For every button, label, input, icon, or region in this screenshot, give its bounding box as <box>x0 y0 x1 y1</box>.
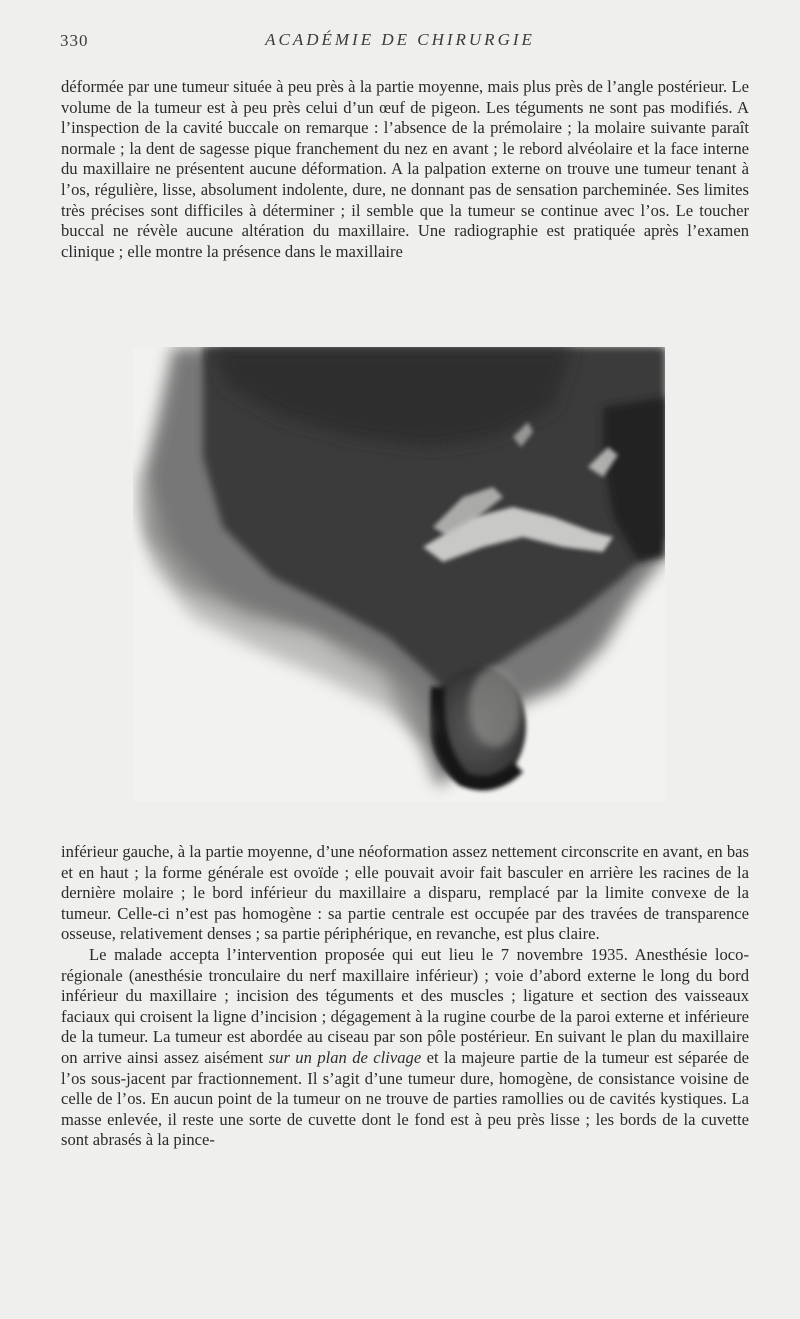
radiograph-image <box>133 347 665 802</box>
paragraph-intervention-start: Le malade accepta l’intervention proposée qui eut lieu le 7 novembre 1935. Anesthésie loco-régionale (anesthésie tronculaire du nerf maxillaire inférieur) ; voie d’abord externe le long du bord inférieur du maxillaire ; incision des téguments et des muscles ; ligature et section des vaisseaux faciaux qui croisent la ligne d’incision ; dégagement à la rugine courbe de la paroi externe et inférieure de la tumeur. La tumeur est abordée au ciseau par son pôle postérieur. En suivant le plan du maxillaire on arrive ainsi assez aisément <box>61 944 749 1067</box>
paragraph-continued: déformée par une tumeur située à peu près à la partie moyenne, mais plus près de l’angle postérieur. Le volume de la tumeur est à peu près celui d’un œuf de pigeon. Les téguments ne sont pas modifiés. A l’inspection de la cavité buccale on remarque : l’absence de la prémolaire ; la molaire suivante paraît normale ; la dent de sagesse pique franchement du nez en avant ; le rebord alvéolaire et la face interne du maxillaire ne présentent aucune déformation. A la palpation externe on trouve une tumeur tenant à l’os, régulière, lisse, absolument indolente, dure, ne donnant pas de sensation parcheminée. Ses limites très précises sont difficiles à déterminer ; il semble que la tumeur se continue avec l’os. Le toucher buccal ne révèle aucune altération du maxillaire. Une radiographie est pratiquée après l’examen clinique ; elle montre la présence dans le maxillaire <box>61 77 749 261</box>
paragraph-radiograph-findings: inférieur gauche, à la partie moyenne, d’une néoformation assez nettement circonscrite en avant, en bas et en haut ; la forme générale est ovoïde ; elle pouvait avoir fait basculer en arrière les racines de la dernière molaire ; le bord inférieur du maxillaire a disparu, remplacé par la limite convexe de la tumeur. Celle-ci n’est pas homogène : sa partie centrale est occupée par des travées de transparence osseuse, relativement denses ; sa partie périphérique, en revanche, est plus claire. <box>61 842 749 944</box>
page-number: 330 <box>60 31 89 50</box>
radiograph-figure <box>133 347 665 802</box>
paragraph-intervention-end: et la majeure partie de la tumeur est séparée de l’os sous-jacent par fractionnement. Il s’agit d’une tumeur dure, homogène, de consistance voisine de celle de l’os. En aucun point de la tumeur on ne trouve de parties ramollies ou de cavités kystiques. La masse enlevée, il reste une sorte de cuvette dont le fond est à peu près lisse ; les bords de la cuvette sont abrasés à la pince- <box>61 1047 749 1150</box>
italic-phrase: sur un plan de clivage <box>268 1047 422 1067</box>
body-text-bottom <box>61 842 749 1151</box>
body-text-top <box>61 77 749 262</box>
paragraph-intervention <box>61 945 749 1151</box>
running-head: ACADÉMIE DE CHIRURGIE <box>265 30 535 49</box>
